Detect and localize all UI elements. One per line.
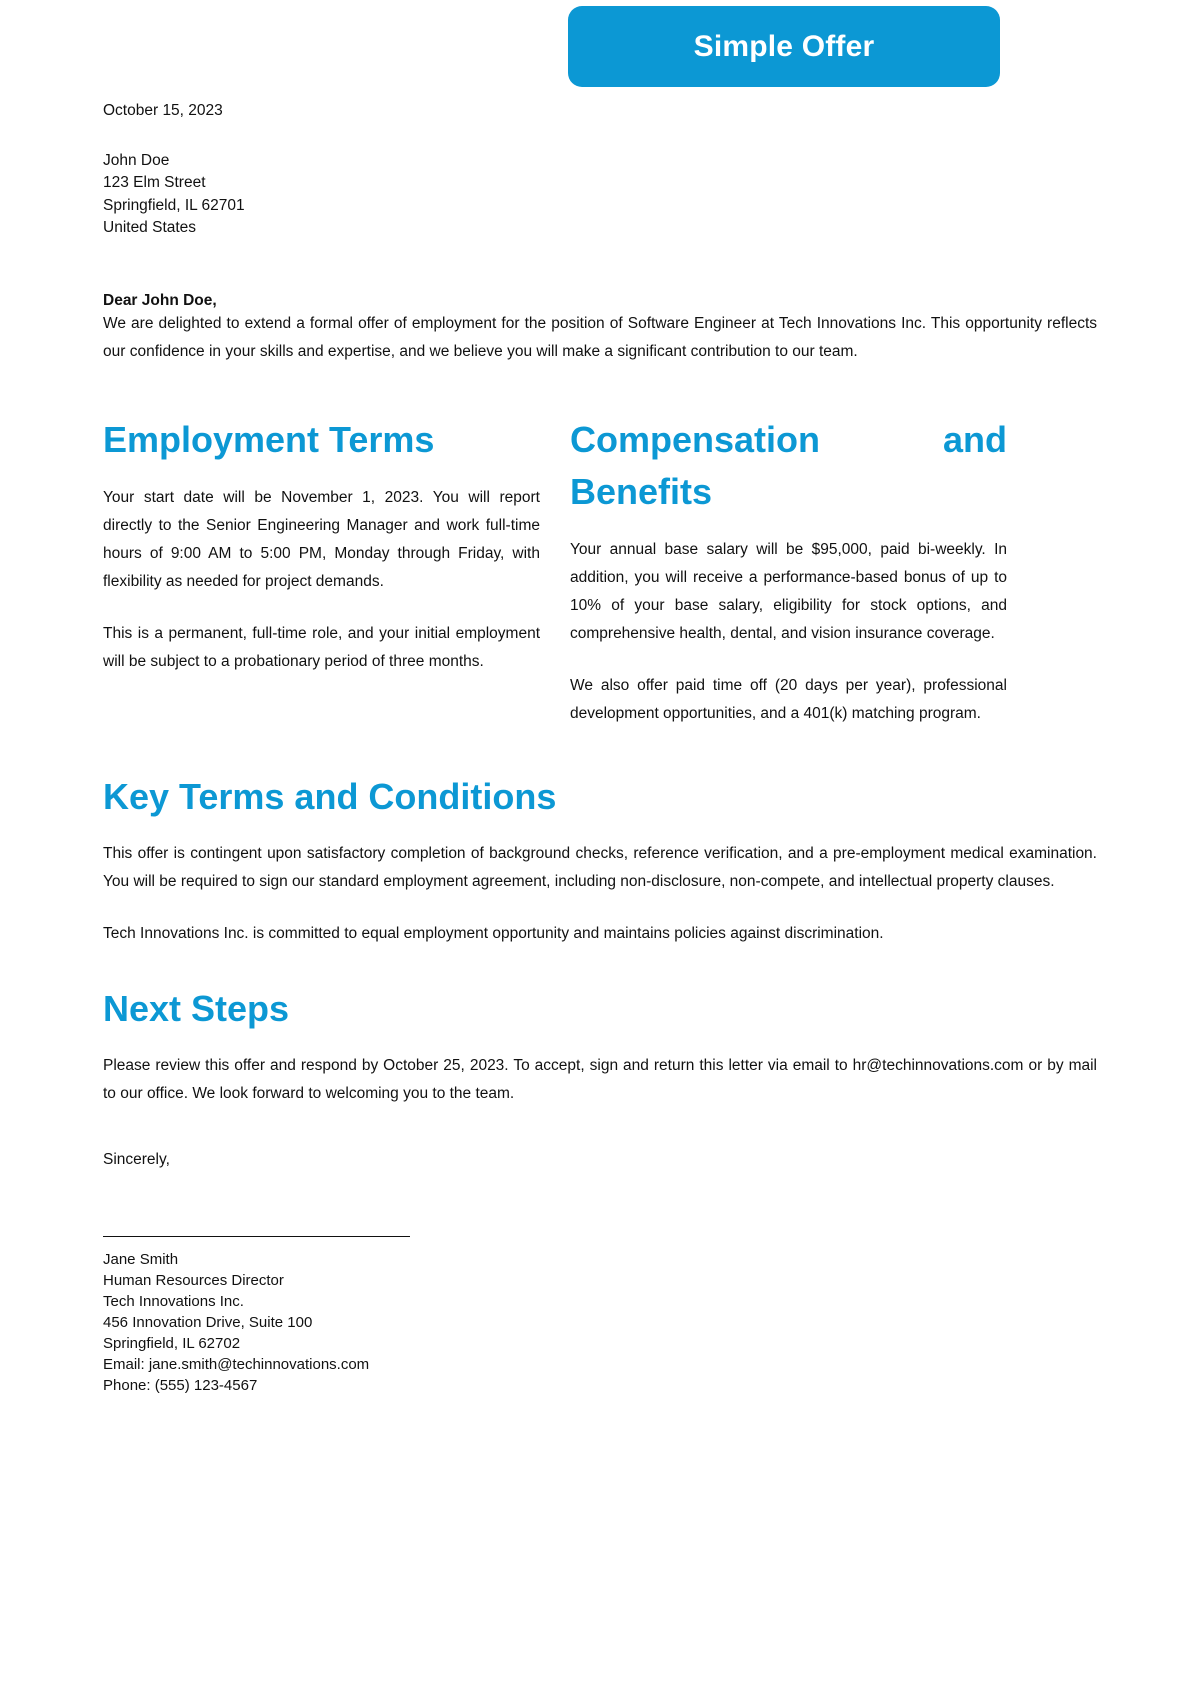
document-title-badge — [568, 6, 1000, 87]
compensation-paragraph-1: Your annual base salary will be $95,000, paid bi-weekly. In addition, you will receive a performance-based bonus of up to 10% of your base salary, eligibility for stock options, and comprehensive health, dental, and vision insurance coverage. — [570, 541, 1007, 642]
compensation-benefits-column — [570, 414, 1007, 728]
signature-block — [103, 1249, 1097, 1396]
document-title-text: Simple Offer — [693, 29, 875, 63]
greeting-line: Dear John Doe, — [103, 292, 217, 309]
recipient-name: John Doe — [103, 151, 170, 169]
key-terms-heading: Key Terms and Conditions — [103, 776, 557, 817]
signer-phone: Phone: (555) 123-4567 — [103, 1377, 258, 1394]
next-steps-heading: Next Steps — [103, 988, 290, 1029]
next-steps-section — [103, 986, 1097, 1108]
employment-terms-paragraph-2: This is a permanent, full-time role, and your initial employment will be subject to a probationary period of three months. — [103, 625, 540, 670]
recipient-city-state-zip: Springfield, IL 62701 — [103, 196, 245, 214]
employment-terms-column — [103, 414, 540, 728]
compensation-paragraph-2: We also offer paid time off (20 days per year), professional development opportunities, and a 401(k) matching program. — [570, 677, 1007, 722]
signer-address-street: 456 Innovation Drive, Suite 100 — [103, 1314, 313, 1331]
key-terms-paragraph-1: This offer is contingent upon satisfactory completion of background checks, reference verification, and a pre-employment medical examination. You will be required to sign our standard employment agreement, including non-disclosure, non-compete, and intellectual property clauses. — [103, 845, 1097, 890]
compensation-benefits-heading: Compensation and Benefits — [570, 419, 1007, 512]
signer-name: Jane Smith — [103, 1251, 179, 1268]
recipient-street: 123 Elm Street — [103, 174, 206, 192]
signer-email: Email: jane.smith@techinnovations.com — [103, 1356, 370, 1373]
employment-terms-heading: Employment Terms — [103, 419, 435, 460]
two-column-section — [103, 414, 1097, 728]
letter-header — [103, 0, 1097, 250]
recipient-country: United States — [103, 219, 197, 237]
employment-terms-paragraph-1: Your start date will be November 1, 2023. You will report directly to the Senior Engineering Manager and work full-time hours of 9:00 AM to 5:00 PM, Monday through Friday, with flexibility as needed for project demands. — [103, 489, 540, 590]
letter-date: October 15, 2023 — [103, 102, 223, 119]
signer-company: Tech Innovations Inc. — [103, 1293, 244, 1310]
signer-address-city: Springfield, IL 62702 — [103, 1335, 241, 1352]
intro-paragraph: We are delighted to extend a formal offer of employment for the position of Software Engineer at Tech Innovations Inc. This opportunity reflects our confidence in your skills and expertise, and we believe you will make a significant contribution to our team. — [103, 315, 1097, 360]
signature-line — [103, 1236, 410, 1237]
next-steps-paragraph-1: Please review this offer and respond by October 25, 2023. To accept, sign and return this letter via email to hr@techinnovations.com or by mail to our office. We look forward to welcoming you to the team. — [103, 1057, 1097, 1102]
key-terms-section — [103, 774, 1097, 948]
letter-meta-block — [103, 100, 523, 240]
closing-salutation: Sincerely, — [103, 1151, 170, 1168]
key-terms-paragraph-2: Tech Innovations Inc. is committed to equal employment opportunity and maintains policies against discrimination. — [103, 925, 884, 942]
signer-title: Human Resources Director — [103, 1272, 284, 1289]
